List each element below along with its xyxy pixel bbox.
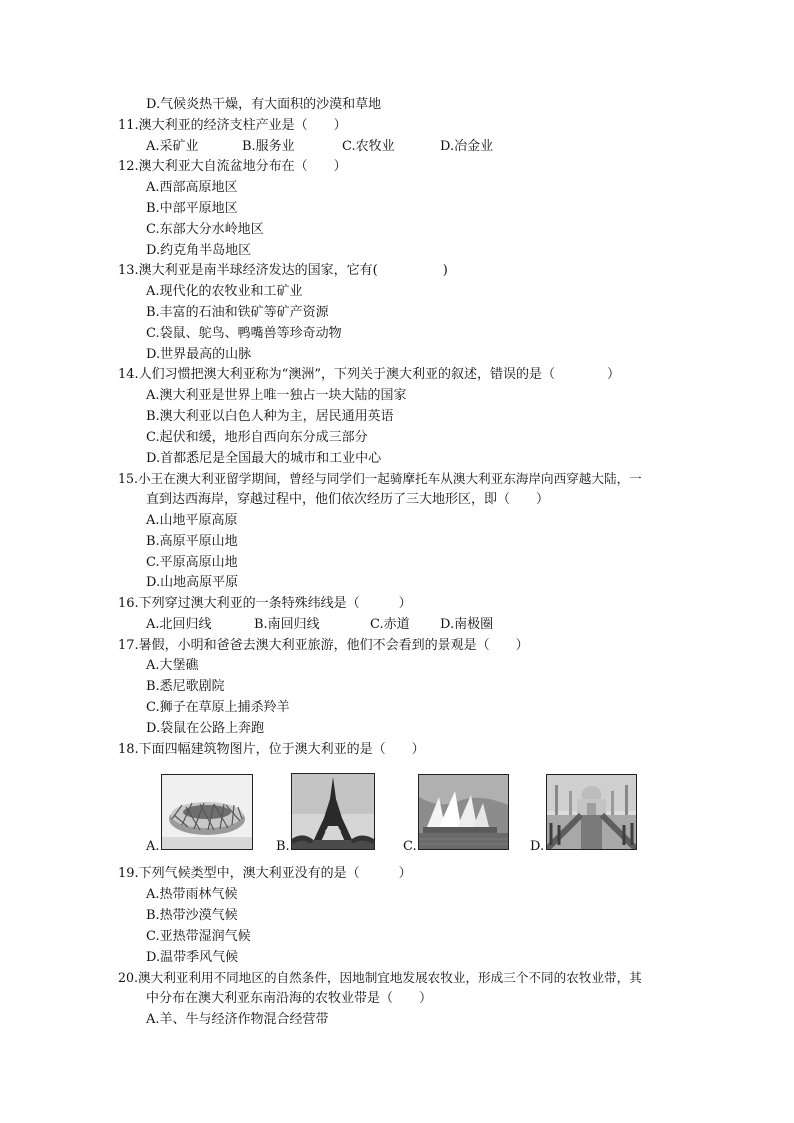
question-20-continuation: 中分布在澳大利亚东南沿海的农牧业带是（ ） <box>146 991 433 1006</box>
taj-mahal-image <box>546 774 637 850</box>
q15-option-a: A.山地平原高原 <box>146 513 238 528</box>
q10-option-d: D.气候炎热干燥，有大面积的沙漠和草地 <box>146 97 382 112</box>
question-17: 17.暑假，小明和爸爸去澳大利亚旅游，他们不会看到的景观是（ ） <box>118 638 529 653</box>
opera-house-image <box>418 774 509 850</box>
q11-option-d: D.冶金业 <box>440 139 494 154</box>
q14-option-d: D.首都悉尼是全国最大的城市和工业中心 <box>146 451 382 466</box>
question-11: 11.澳大利亚的经济支柱产业是（ ） <box>118 118 347 133</box>
q11-option-a: A.采矿业 <box>146 139 199 154</box>
q17-option-d: D.袋鼠在公路上奔跑 <box>146 721 265 736</box>
q12-option-b: B.中部平原地区 <box>146 201 238 216</box>
q16-option-b: B.南回归线 <box>254 617 320 632</box>
question-18: 18.下面四幅建筑物图片，位于澳大利亚的是（ ） <box>118 742 425 757</box>
q16-option-a: A.北回归线 <box>146 617 212 632</box>
q19-option-c: C.亚热带湿润气候 <box>146 929 251 944</box>
q20-option-a: A.羊、牛与经济作物混合经营带 <box>146 1012 329 1027</box>
q19-option-d: D.温带季风气候 <box>146 950 239 965</box>
q12-option-c: C.东部大分水岭地区 <box>146 222 264 237</box>
q19-option-b: B.热带沙漠气候 <box>146 908 238 923</box>
q13-option-c: C.袋鼠、鸵鸟、鸭嘴兽等珍奇动物 <box>146 326 342 341</box>
q11-option-c: C.农牧业 <box>342 139 395 154</box>
question-14: 14.人们习惯把澳大利亚称为“澳洲”，下列关于澳大利亚的叙述，错误的是（ ） <box>118 367 620 382</box>
eiffel-tower-illustration <box>292 774 374 849</box>
q17-option-c: C.狮子在草原上捕杀羚羊 <box>146 700 290 715</box>
q19-option-a: A.热带雨林气候 <box>146 887 238 902</box>
q13-option-b: B.丰富的石油和铁矿等矿产资源 <box>146 305 329 320</box>
taj-mahal-illustration <box>547 775 636 849</box>
q13-option-a: A.现代化的农牧业和工矿业 <box>146 284 303 299</box>
picture-a-label: A. <box>146 839 160 854</box>
q12-option-a: A.西部高原地区 <box>146 180 238 195</box>
question-16-options <box>146 615 546 635</box>
question-11-options <box>146 137 546 157</box>
q16-option-d: D.南极圈 <box>440 617 494 632</box>
question-20: 20.澳大利亚利用不同地区的自然条件，因地制宜地发展农牧业，形成三个不同的农牧业带，其 <box>118 970 642 985</box>
q15-option-d: D.山地高原平原 <box>146 575 239 590</box>
q12-option-d: D.约克角半岛地区 <box>146 243 252 258</box>
q14-option-c: C.起伏和缓，地形自西向东分成三部分 <box>146 430 368 445</box>
question-15-continuation: 直到达西海岸，穿越过程中，他们依次经历了三大地形区，即（ ） <box>146 492 550 507</box>
question-19: 19.下列气候类型中，澳大利亚没有的是（ ） <box>118 866 412 881</box>
q16-option-c: C.赤道 <box>370 617 410 632</box>
q13-option-d: D.世界最高的山脉 <box>146 347 252 362</box>
picture-c-label: C. <box>403 839 417 854</box>
stadium-image <box>161 774 253 850</box>
picture-d-label: D. <box>530 839 545 854</box>
q17-option-a: A.大堡礁 <box>146 658 199 673</box>
opera-house-illustration <box>419 775 508 849</box>
question-15: 15.小王在澳大利亚留学期间，曾经与同学们一起骑摩托车从澳大利亚东海岸向西穿越大陆，一 <box>118 471 642 486</box>
q14-option-a: A.澳大利亚是世界上唯一独占一块大陆的国家 <box>146 388 407 403</box>
q15-option-b: B.高原平原山地 <box>146 534 238 549</box>
q17-option-b: B.悉尼歌剧院 <box>146 679 225 694</box>
picture-b-label: B. <box>276 839 290 854</box>
q14-option-b: B.澳大利亚以白色人种为主，居民通用英语 <box>146 409 394 424</box>
question-12: 12.澳大利亚大自流盆地分布在（ ） <box>118 159 347 174</box>
q15-option-c: C.平原高原山地 <box>146 555 238 570</box>
eiffel-tower-image <box>291 773 375 850</box>
question-16: 16.下列穿过澳大利亚的一条特殊纬线是（ ） <box>118 596 412 611</box>
q11-option-b: B.服务业 <box>242 139 295 154</box>
stadium-illustration <box>162 775 252 849</box>
question-13: 13.澳大利亚是南半球经济发达的国家，它有( ) <box>118 263 448 278</box>
